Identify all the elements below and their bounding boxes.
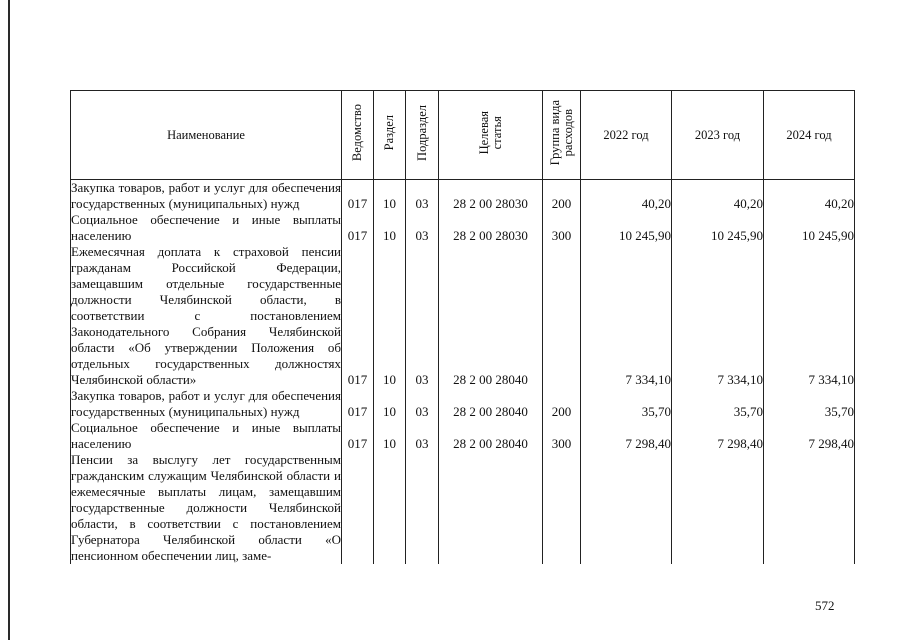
row-name: Социальное обеспечение и иные выплаты населению (71, 420, 341, 451)
table-row (71, 244, 855, 388)
row-value-2022: 10 245,90 (581, 212, 672, 244)
header-section: Раздел (374, 91, 406, 180)
row-target-article: 28 2 00 28040 (439, 420, 543, 452)
row-target-article: 28 2 00 28040 (439, 244, 543, 388)
row-expense-group (543, 452, 581, 564)
row-value-2023: 35,70 (672, 388, 764, 420)
row-value-2023: 7 298,40 (672, 420, 764, 452)
row-value-2024: 7 334,10 (764, 244, 855, 388)
row-expense-group: 300 (543, 212, 581, 244)
row-department (342, 452, 374, 564)
row-value-2022: 35,70 (581, 388, 672, 420)
page-number: 572 (815, 598, 835, 613)
header-subsection: Подраздел (406, 91, 439, 180)
row-department: 017 (342, 212, 374, 244)
row-subsection: 03 (406, 388, 439, 420)
row-value-2022: 40,20 (581, 180, 672, 213)
table-row (71, 180, 855, 213)
table-row (71, 388, 855, 420)
header-year-2023: 2023 год (672, 91, 764, 180)
row-value-2024 (764, 452, 855, 564)
row-subsection: 03 (406, 244, 439, 388)
row-target-article: 28 2 00 28030 (439, 180, 543, 213)
row-name: Закупка товаров, работ и услуг для обеспечения государственных (муниципальных) нужд (71, 388, 341, 419)
row-department: 017 (342, 180, 374, 213)
row-name: Ежемесячная доплата к страховой пенсии гражданам Российской Федерации, замещавшим отдельные государственные должности Челябинской области, в соответствии с постановлением Законодательного Собрания Челябинской области «Об утверждении Положения об отдельных государственных должностях Челябинской области» (71, 244, 341, 387)
row-subsection (406, 452, 439, 564)
row-value-2024: 10 245,90 (764, 212, 855, 244)
table-row (71, 452, 855, 564)
row-expense-group: 200 (543, 180, 581, 213)
header-department: Ведомство (342, 91, 374, 180)
header-expense-group: Группа вида расходов (543, 91, 581, 180)
row-subsection: 03 (406, 420, 439, 452)
row-name: Пенсии за выслугу лет государственным гражданским служащим Челябинской области и ежемесячные выплаты лицам, замещавшим государственные должности Челябинской области, в соответствии с постановлением Губернатора Челябинской области «О пенсионном обеспечении лиц, заме- (71, 452, 341, 563)
row-section (374, 452, 406, 564)
row-value-2022 (581, 452, 672, 564)
row-value-2023: 40,20 (672, 180, 764, 213)
row-name: Социальное обеспечение и иные выплаты населению (71, 212, 341, 243)
row-expense-group: 200 (543, 388, 581, 420)
row-target-article: 28 2 00 28040 (439, 388, 543, 420)
row-value-2024: 35,70 (764, 388, 855, 420)
row-target-article: 28 2 00 28030 (439, 212, 543, 244)
row-value-2023 (672, 452, 764, 564)
row-subsection: 03 (406, 180, 439, 213)
row-section: 10 (374, 388, 406, 420)
row-value-2023: 7 334,10 (672, 244, 764, 388)
row-section: 10 (374, 244, 406, 388)
row-expense-group (543, 244, 581, 388)
row-subsection: 03 (406, 212, 439, 244)
row-section: 10 (374, 180, 406, 213)
header-year-2024: 2024 год (764, 91, 855, 180)
table-row (71, 212, 855, 244)
header-name: Наименование (71, 91, 342, 180)
header-target-article: Целевая статья (439, 91, 543, 180)
row-department: 017 (342, 388, 374, 420)
row-value-2024: 7 298,40 (764, 420, 855, 452)
row-value-2024: 40,20 (764, 180, 855, 213)
row-target-article (439, 452, 543, 564)
row-section: 10 (374, 420, 406, 452)
row-department: 017 (342, 420, 374, 452)
row-name: Закупка товаров, работ и услуг для обеспечения государственных (муниципальных) нужд (71, 180, 341, 211)
scan-edge-line (8, 0, 10, 640)
row-value-2022: 7 298,40 (581, 420, 672, 452)
row-value-2023: 10 245,90 (672, 212, 764, 244)
row-value-2022: 7 334,10 (581, 244, 672, 388)
table-row (71, 420, 855, 452)
table-header-row (71, 91, 855, 180)
budget-table (70, 90, 855, 564)
row-department: 017 (342, 244, 374, 388)
row-section: 10 (374, 212, 406, 244)
row-expense-group: 300 (543, 420, 581, 452)
header-year-2022: 2022 год (581, 91, 672, 180)
